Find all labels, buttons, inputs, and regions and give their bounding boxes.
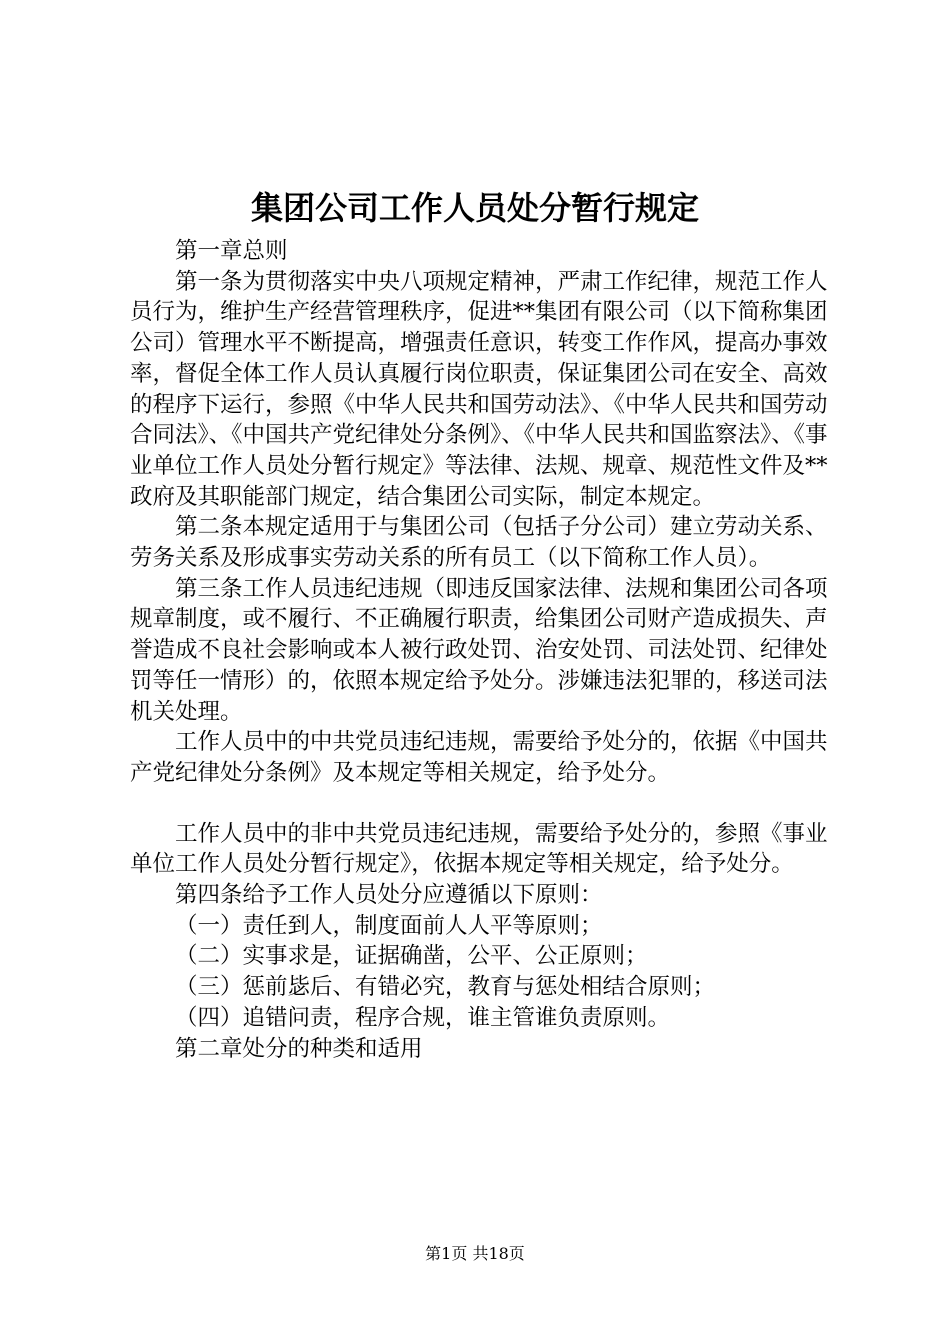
page-footer: 第1页 共18页 xyxy=(425,1244,525,1263)
list-item: （三）惩前毖后、有错必究，教育与惩处相结合原则； xyxy=(175,974,716,1001)
chapter-heading: 第二章处分的种类和适用 xyxy=(175,1035,423,1062)
list-item: （一）责任到人，制度面前人人平等原则； xyxy=(175,912,603,939)
paragraph: 第三条工作人员违纪违规（即违反国家法律、法规和集团公司各项规章制度，或不履行、不正确履行职责，给集团公司财产造成损失、声誉造成不良社会影响或本人被行政处罚、治安处罚、司法处罚、纪律处罚等任一情形）的，依照本规定给予处分。涉嫌违法犯罪的，移送司法机关处理。 xyxy=(130,575,828,725)
paragraph: 工作人员中的非中共党员违纪违规，需要给予处分的，参照《事业单位工作人员处分暂行规定》，依据本规定等相关规定，给予处分。 xyxy=(130,820,828,878)
document-title: 集团公司工作人员处分暂行规定 xyxy=(250,189,699,227)
list-item: （四）追错问责，程序合规，谁主管谁负责原则。 xyxy=(175,1004,671,1031)
paragraph: 第一条为贯彻落实中央八项规定精神，严肃工作纪律，规范工作人员行为，维护生产经营管理秩序，促进**集团有限公司（以下简称集团公司）管理水平不断提高，增强责任意识，转变工作作风，提高办事效率，督促全体工作人员认真履行岗位职责，保证集团公司在安全、高效的程序下运行，参照《中华人民共和国劳动法》、《中华人民共和国劳动合同法》、《中国共产党纪律处分条例》、《中华人民共和国监察法》、《事业单位工作人员处分暂行规定》等法律、法规、规章、规范性文件及**政府及其职能部门规定，结合集团公司实际，制定本规定。 xyxy=(130,268,828,510)
paragraph: 工作人员中的中共党员违纪违规，需要给予处分的，依据《中国共产党纪律处分条例》及本规定等相关规定，给予处分。 xyxy=(130,729,828,786)
paragraph: 第四条给予工作人员处分应遵循以下原则： xyxy=(175,882,603,909)
paragraph: 第二条本规定适用于与集团公司（包括子分公司）建立劳动关系、劳务关系及形成事实劳动关系的所有员工（以下简称工作人员）。 xyxy=(130,514,828,572)
document-body xyxy=(130,236,830,1064)
chapter-heading: 第一章总则 xyxy=(175,238,288,264)
list-item: （二）实事求是，证据确凿，公平、公正原则； xyxy=(175,943,648,970)
